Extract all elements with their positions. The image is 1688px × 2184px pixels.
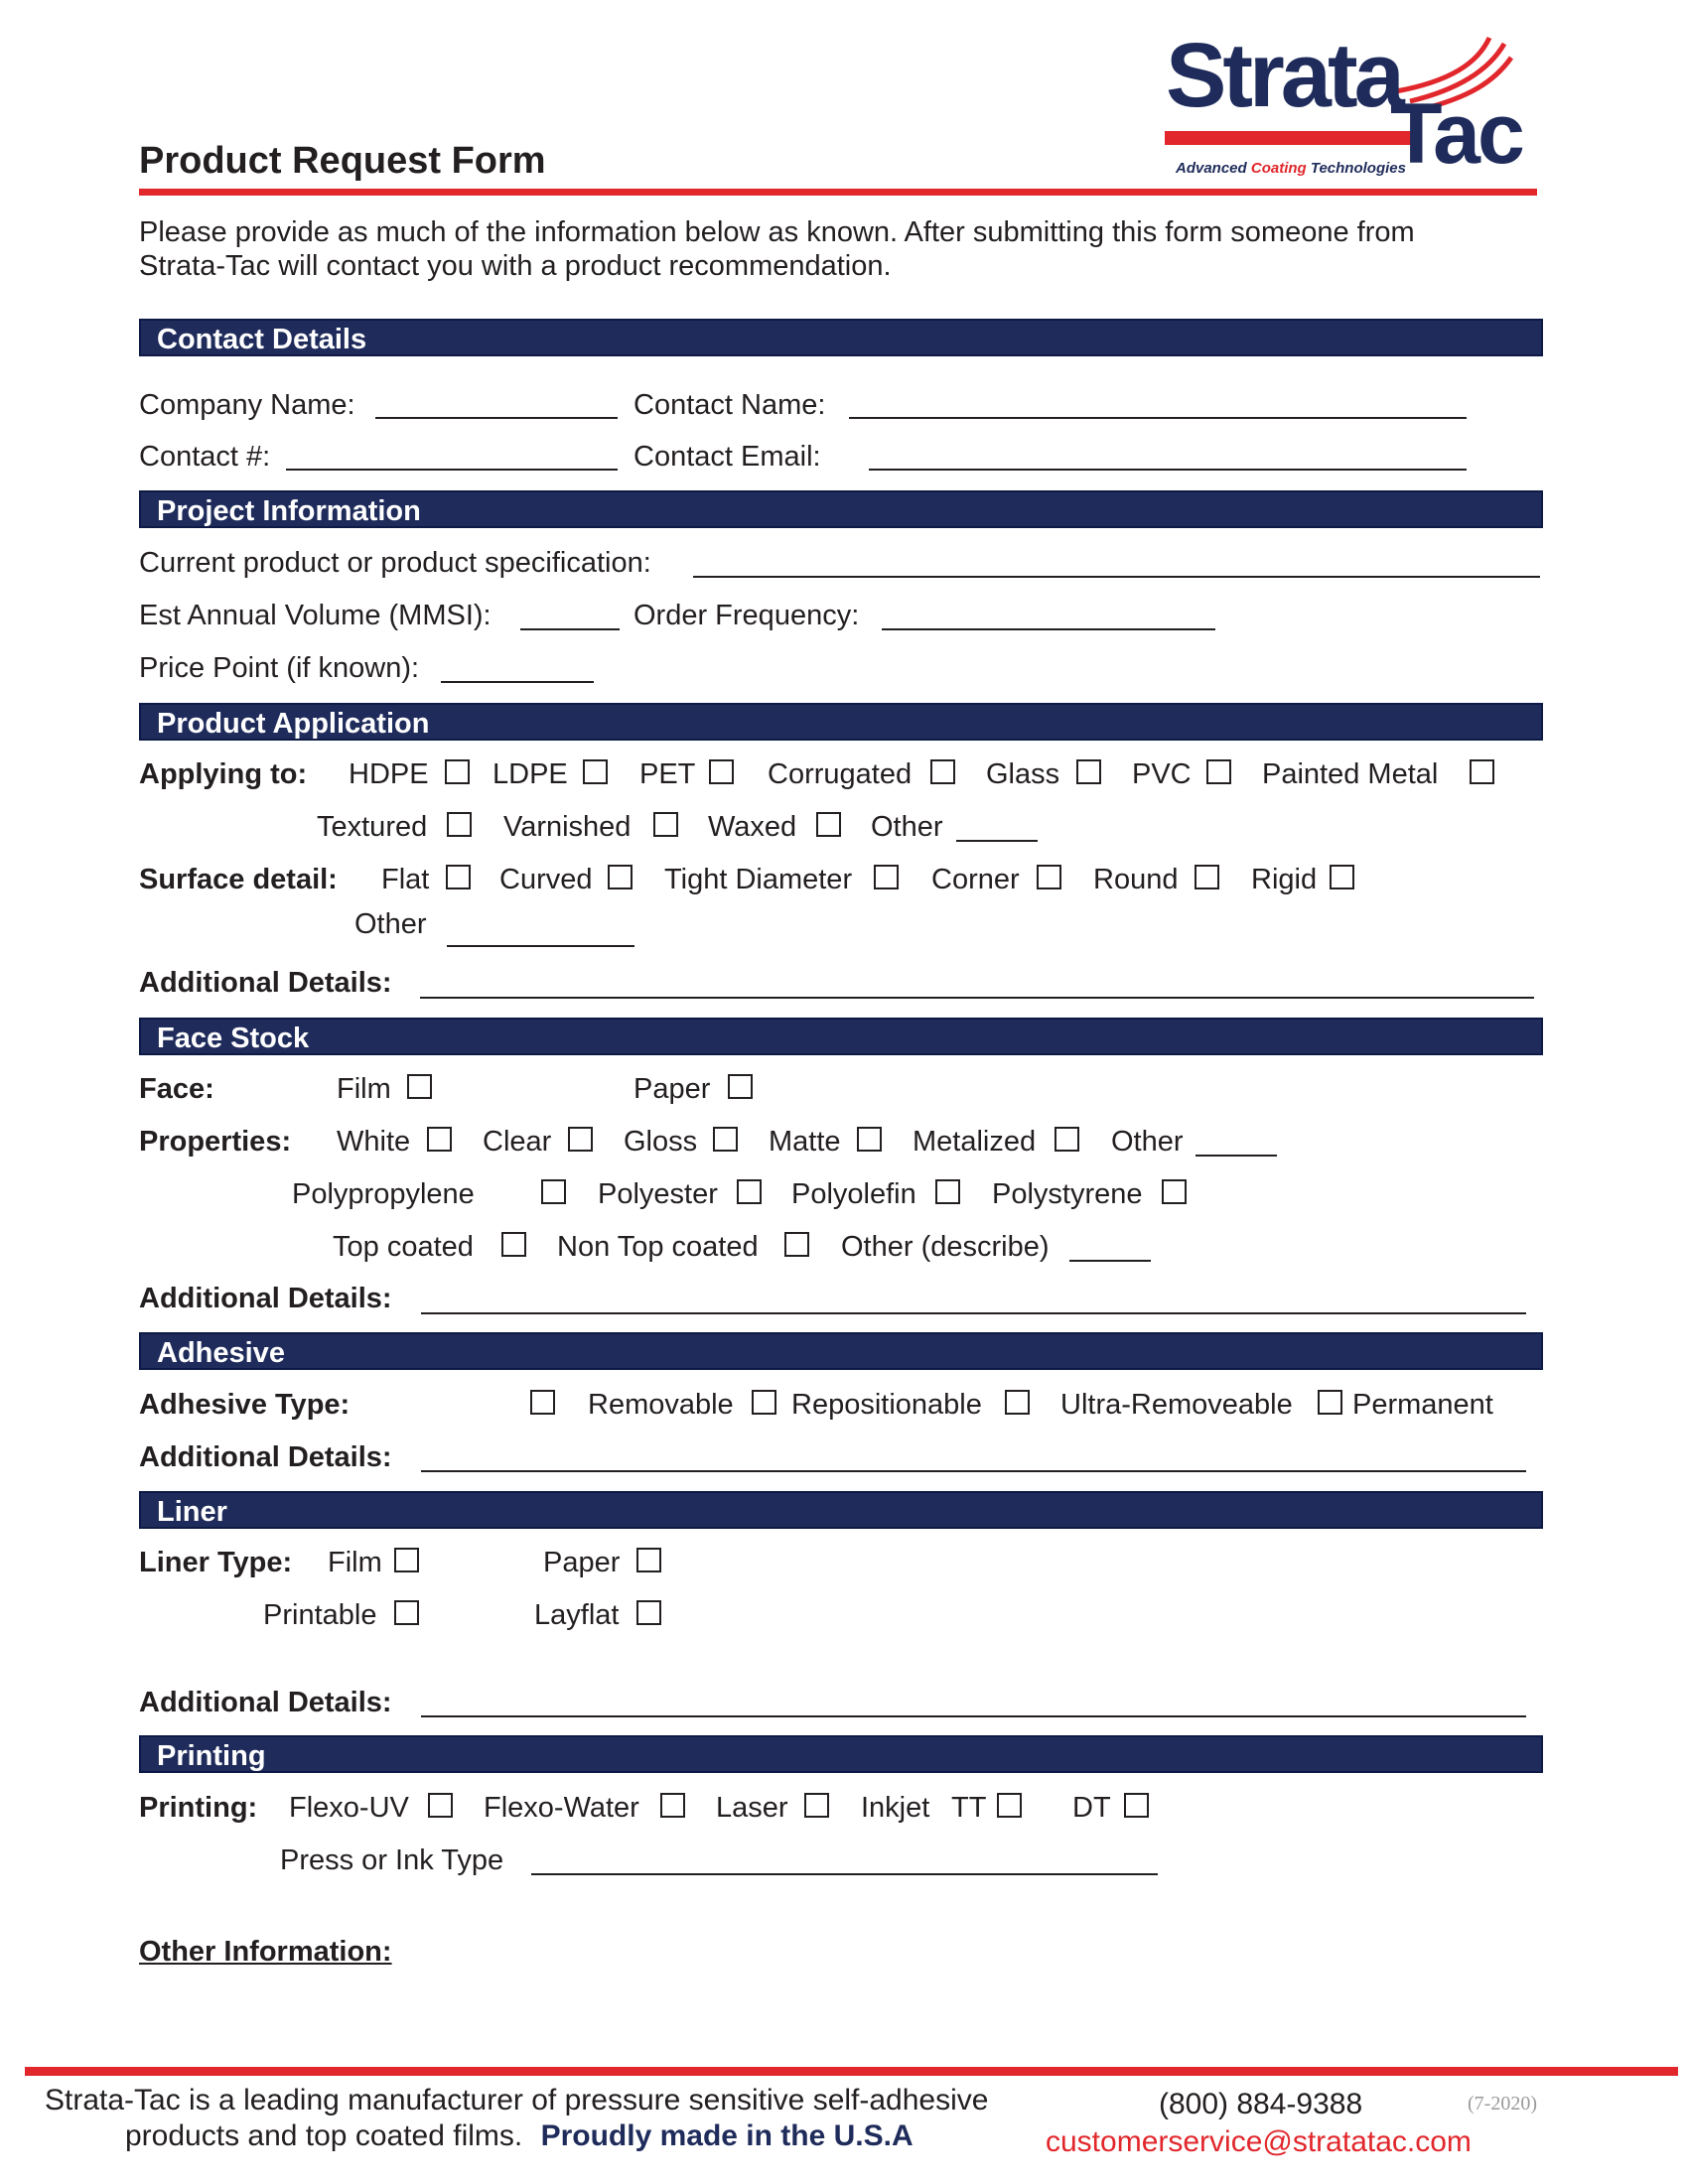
company-name-field[interactable] bbox=[375, 417, 618, 419]
clear-label: Clear bbox=[483, 1126, 552, 1158]
liner-additional-label: Additional Details: bbox=[139, 1687, 392, 1718]
hdpe-checkbox[interactable] bbox=[445, 759, 470, 784]
ldpe-checkbox[interactable] bbox=[583, 759, 608, 784]
laser-checkbox[interactable] bbox=[804, 1793, 829, 1818]
non-top-coated-checkbox[interactable] bbox=[784, 1232, 809, 1257]
printing-label: Printing: bbox=[139, 1792, 258, 1824]
application-other-label: Other bbox=[871, 811, 943, 843]
flexo-water-checkbox[interactable] bbox=[660, 1793, 685, 1818]
section-header-face-stock: Face Stock bbox=[139, 1018, 1543, 1055]
waxed-checkbox[interactable] bbox=[816, 812, 841, 837]
footer-line2: products and top coated films. bbox=[125, 2119, 523, 2152]
section-header-adhesive: Adhesive bbox=[139, 1332, 1543, 1370]
matte-label: Matte bbox=[769, 1126, 841, 1158]
footer-line1: Strata-Tac is a leading manufacturer of pressure sensitive self-adhesive bbox=[45, 2084, 989, 2116]
surface-detail-label: Surface detail: bbox=[139, 864, 338, 895]
inkjet-label: Inkjet bbox=[861, 1792, 930, 1824]
hdpe-label: HDPE bbox=[349, 758, 429, 790]
current-product-field[interactable] bbox=[693, 576, 1540, 578]
tt-label: TT bbox=[951, 1792, 987, 1824]
dt-checkbox[interactable] bbox=[1124, 1793, 1149, 1818]
removable-checkbox[interactable] bbox=[530, 1390, 555, 1415]
tight-diameter-checkbox[interactable] bbox=[874, 865, 899, 889]
surface-other-label: Other bbox=[354, 908, 427, 940]
applying-to-label: Applying to: bbox=[139, 758, 308, 790]
polystyrene-checkbox[interactable] bbox=[1162, 1179, 1187, 1204]
annual-volume-label: Est Annual Volume (MMSI): bbox=[139, 600, 492, 631]
metalized-label: Metalized bbox=[913, 1126, 1037, 1158]
order-frequency-field[interactable] bbox=[882, 628, 1215, 630]
corner-label: Corner bbox=[931, 864, 1020, 895]
printable-label: Printable bbox=[263, 1599, 377, 1631]
footer-line2-wrap bbox=[125, 2118, 914, 2154]
intro-text-line2: Strata-Tac will contact you with a product recommendation. bbox=[139, 250, 892, 282]
liner-paper-label: Paper bbox=[543, 1547, 621, 1578]
properties-other-field[interactable] bbox=[1196, 1155, 1277, 1157]
surface-other-field[interactable] bbox=[447, 945, 634, 947]
strata-tac-logo bbox=[1162, 25, 1529, 184]
title-divider bbox=[139, 189, 1537, 196]
dt-label: DT bbox=[1072, 1792, 1111, 1824]
properties-label: Properties: bbox=[139, 1126, 292, 1158]
repositionable-checkbox[interactable] bbox=[752, 1390, 776, 1415]
layflat-checkbox[interactable] bbox=[636, 1600, 661, 1625]
section-header-project: Project Information bbox=[139, 490, 1543, 528]
white-checkbox[interactable] bbox=[427, 1127, 452, 1152]
varnished-label: Varnished bbox=[503, 811, 632, 843]
other-information-heading: Other Information: bbox=[139, 1936, 392, 1968]
gloss-checkbox[interactable] bbox=[713, 1127, 738, 1152]
press-ink-label: Press or Ink Type bbox=[280, 1844, 504, 1876]
annual-volume-field[interactable] bbox=[520, 628, 620, 630]
application-additional-label: Additional Details: bbox=[139, 967, 392, 999]
metalized-checkbox[interactable] bbox=[1055, 1127, 1079, 1152]
footer-email[interactable]: customerservice@stratatac.com bbox=[1046, 2125, 1472, 2158]
face-stock-additional-label: Additional Details: bbox=[139, 1283, 392, 1314]
contact-number-label: Contact #: bbox=[139, 441, 271, 473]
removable-label: Removable bbox=[588, 1389, 734, 1421]
permanent-label: Permanent bbox=[1352, 1389, 1493, 1421]
flexo-water-label: Flexo-Water bbox=[484, 1792, 639, 1824]
section-header-contact: Contact Details bbox=[139, 319, 1543, 356]
polyolefin-label: Polyolefin bbox=[791, 1178, 916, 1210]
face-stock-additional-field[interactable] bbox=[421, 1312, 1526, 1314]
contact-email-label: Contact Email: bbox=[633, 441, 821, 473]
rigid-label: Rigid bbox=[1251, 864, 1318, 895]
flexo-uv-checkbox[interactable] bbox=[428, 1793, 453, 1818]
application-other-field[interactable] bbox=[956, 840, 1038, 842]
current-product-label: Current product or product specification: bbox=[139, 547, 651, 579]
ldpe-label: LDPE bbox=[492, 758, 568, 790]
liner-paper-checkbox[interactable] bbox=[636, 1548, 661, 1572]
adhesive-additional-field[interactable] bbox=[421, 1470, 1526, 1472]
face-film-checkbox[interactable] bbox=[407, 1074, 432, 1099]
layflat-label: Layflat bbox=[534, 1599, 620, 1631]
tt-checkbox[interactable] bbox=[997, 1793, 1022, 1818]
top-coated-label: Top coated bbox=[333, 1231, 474, 1263]
painted-metal-label: Painted Metal bbox=[1262, 758, 1439, 790]
contact-name-label: Contact Name: bbox=[633, 389, 826, 421]
polyester-label: Polyester bbox=[598, 1178, 718, 1210]
section-header-application: Product Application bbox=[139, 703, 1543, 741]
face-film-label: Film bbox=[337, 1073, 391, 1105]
curved-checkbox[interactable] bbox=[608, 865, 633, 889]
corrugated-label: Corrugated bbox=[768, 758, 913, 790]
face-label: Face: bbox=[139, 1073, 214, 1105]
page-title: Product Request Form bbox=[139, 140, 546, 182]
logo-text-strata: Strata bbox=[1166, 25, 1401, 126]
company-name-label: Company Name: bbox=[139, 389, 355, 421]
footer-divider bbox=[25, 2067, 1678, 2076]
intro-text-line1: Please provide as much of the information below as known. After submitting this form someone from bbox=[139, 216, 1415, 248]
section-header-liner: Liner bbox=[139, 1491, 1543, 1529]
round-label: Round bbox=[1093, 864, 1179, 895]
pvc-label: PVC bbox=[1132, 758, 1192, 790]
ultra-removeable-label: Ultra-Removeable bbox=[1060, 1389, 1293, 1421]
footer-revision: (7-2020) bbox=[1468, 2093, 1537, 2115]
pet-label: PET bbox=[639, 758, 696, 790]
ultra-removeable-checkbox[interactable] bbox=[1005, 1390, 1030, 1415]
laser-label: Laser bbox=[716, 1792, 788, 1824]
section-header-printing: Printing bbox=[139, 1735, 1543, 1773]
textured-checkbox[interactable] bbox=[447, 812, 472, 837]
glass-label: Glass bbox=[986, 758, 1060, 790]
flat-checkbox[interactable] bbox=[446, 865, 471, 889]
liner-additional-field[interactable] bbox=[421, 1715, 1526, 1717]
printable-checkbox[interactable] bbox=[394, 1600, 419, 1625]
glass-checkbox[interactable] bbox=[1076, 759, 1101, 784]
polyolefin-checkbox[interactable] bbox=[935, 1179, 960, 1204]
polypropylene-label: Polypropylene bbox=[292, 1178, 475, 1210]
non-top-coated-label: Non Top coated bbox=[557, 1231, 759, 1263]
pet-checkbox[interactable] bbox=[709, 759, 734, 784]
liner-film-label: Film bbox=[328, 1547, 382, 1578]
polyester-checkbox[interactable] bbox=[737, 1179, 762, 1204]
contact-number-field[interactable] bbox=[286, 469, 618, 471]
textured-label: Textured bbox=[317, 811, 428, 843]
polypropylene-checkbox[interactable] bbox=[541, 1179, 566, 1204]
liner-film-checkbox[interactable] bbox=[394, 1548, 419, 1572]
price-point-field[interactable] bbox=[441, 681, 594, 683]
flat-label: Flat bbox=[381, 864, 430, 895]
face-paper-checkbox[interactable] bbox=[728, 1074, 753, 1099]
varnished-checkbox[interactable] bbox=[653, 812, 678, 837]
contact-email-field[interactable] bbox=[869, 469, 1467, 471]
application-additional-field[interactable] bbox=[420, 997, 1534, 999]
logo-tagline: Advanced Coating Technologies bbox=[1176, 160, 1406, 177]
matte-checkbox[interactable] bbox=[857, 1127, 882, 1152]
painted-metal-checkbox[interactable] bbox=[1470, 759, 1494, 784]
rigid-checkbox[interactable] bbox=[1330, 865, 1354, 889]
contact-name-field[interactable] bbox=[849, 417, 1467, 419]
top-coated-checkbox[interactable] bbox=[501, 1232, 526, 1257]
other-describe-field[interactable] bbox=[1069, 1260, 1151, 1262]
curved-label: Curved bbox=[499, 864, 593, 895]
waxed-label: Waxed bbox=[708, 811, 797, 843]
repositionable-label: Repositionable bbox=[791, 1389, 982, 1421]
press-ink-field[interactable] bbox=[531, 1873, 1158, 1875]
permanent-checkbox[interactable] bbox=[1318, 1390, 1342, 1415]
white-label: White bbox=[337, 1126, 411, 1158]
face-paper-label: Paper bbox=[633, 1073, 711, 1105]
polystyrene-label: Polystyrene bbox=[992, 1178, 1143, 1210]
adhesive-additional-label: Additional Details: bbox=[139, 1441, 392, 1473]
corner-checkbox[interactable] bbox=[1037, 865, 1061, 889]
made-in-usa: Proudly made in the U.S.A bbox=[540, 2119, 914, 2152]
adhesive-type-label: Adhesive Type: bbox=[139, 1389, 351, 1421]
flexo-uv-label: Flexo-UV bbox=[289, 1792, 409, 1824]
round-checkbox[interactable] bbox=[1195, 865, 1219, 889]
corrugated-checkbox[interactable] bbox=[930, 759, 955, 784]
tight-diameter-label: Tight Diameter bbox=[664, 864, 853, 895]
clear-checkbox[interactable] bbox=[568, 1127, 593, 1152]
properties-other-label: Other bbox=[1111, 1126, 1184, 1158]
order-frequency-label: Order Frequency: bbox=[633, 600, 860, 631]
footer-phone: (800) 884-9388 bbox=[1159, 2088, 1363, 2120]
liner-type-label: Liner Type: bbox=[139, 1547, 293, 1578]
pvc-checkbox[interactable] bbox=[1206, 759, 1231, 784]
logo-text-tac: Tac bbox=[1390, 86, 1522, 182]
price-point-label: Price Point (if known): bbox=[139, 652, 420, 684]
gloss-label: Gloss bbox=[624, 1126, 698, 1158]
other-describe-label: Other (describe) bbox=[841, 1231, 1050, 1263]
